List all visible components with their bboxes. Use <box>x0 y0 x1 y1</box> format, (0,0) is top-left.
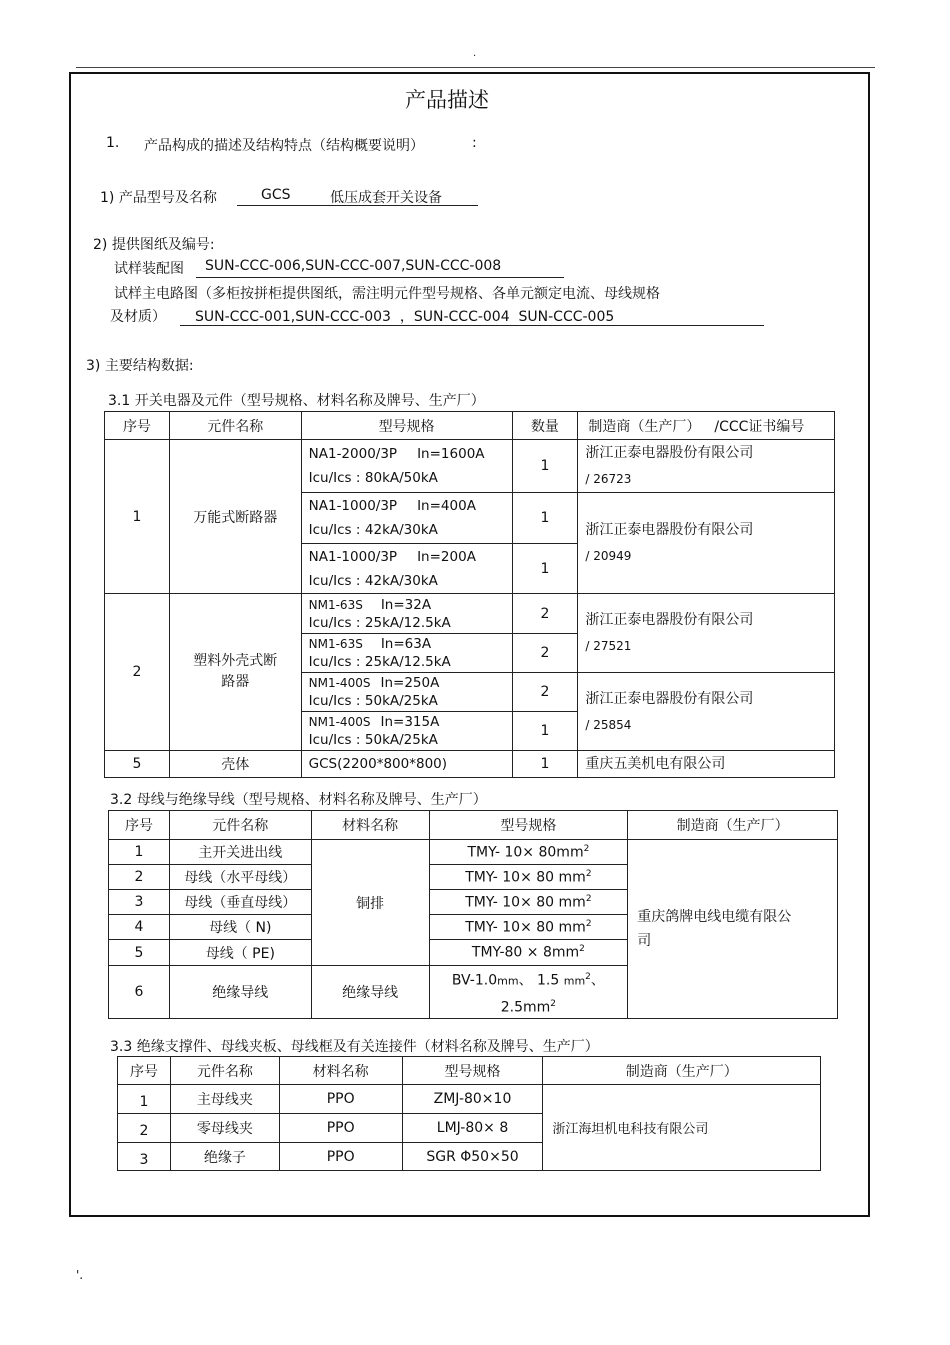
spec-cell <box>301 712 512 751</box>
enclosure-spec <box>301 751 512 778</box>
model: NM1-63S <box>308 637 363 651</box>
sup-2: 2 <box>550 998 557 1009</box>
spec-text: TMY- 10× 80mm <box>467 844 584 861</box>
group2-name-line1: 塑料外壳式断 <box>193 653 278 669</box>
th-qty: 数量 <box>512 412 578 440</box>
row-component: 母线（垂直母线） <box>169 890 311 915</box>
row-seq: 5 <box>109 940 170 966</box>
qty: 1 <box>512 544 578 594</box>
row-component: 母线（ PE) <box>169 940 311 966</box>
item1-label: 1) 产品型号及名称 <box>100 190 217 206</box>
assembly-drawing-value: SUN-CCC-006,SUN-CCC-007,SUN-CCC-008 <box>205 258 502 274</box>
th-component: 元件名称 <box>169 412 301 440</box>
assembly-underline <box>196 277 564 278</box>
section1-number: 1. <box>106 135 120 151</box>
spec-d: 2.5mm <box>500 999 551 1016</box>
icu-label: Icu/Ics : <box>308 470 361 486</box>
spec-text: TMY- 10× 80 mm <box>465 919 586 936</box>
rated-current: In=400A <box>417 498 476 514</box>
section1-colon: : <box>472 135 477 151</box>
row-component: 零母线夹 <box>170 1114 279 1143</box>
ccc-cert: / 26723 <box>585 472 632 486</box>
row-spec <box>429 940 628 966</box>
row-spec: LMJ-80× 8 <box>402 1114 543 1143</box>
th-ccc-label: /CCC证书编号 <box>714 418 805 435</box>
row-spec: ZMJ-80×10 <box>402 1085 543 1114</box>
circuit-drawing-label-cont: 及材质） <box>110 309 166 325</box>
maker-cell <box>578 673 835 751</box>
table-insulation <box>117 1056 821 1171</box>
ccc-cert: / 27521 <box>585 639 632 653</box>
spec-c: 、 <box>590 972 605 989</box>
table31-caption: 3.1 开关电器及元件（型号规格、材料名称及牌号、生产厂） <box>108 393 485 409</box>
ccc-cert: / 20949 <box>585 549 632 563</box>
icu-value: 80kA/50kA <box>364 470 438 486</box>
product-model: GCS <box>261 187 291 203</box>
spec-unit: mm <box>497 974 519 988</box>
spec-unit: mm <box>563 974 586 988</box>
spec-cell <box>301 594 512 634</box>
item3-label: 3) 主要结构数据: <box>86 358 194 374</box>
icu-value: 25kA/12.5kA <box>364 654 451 670</box>
rated-current: In=315A <box>380 714 440 730</box>
material-copper: 铜排 <box>311 840 429 966</box>
th-seq: 序号 <box>118 1057 171 1085</box>
item2-label: 2) 提供图纸及编号: <box>93 237 215 253</box>
row-component: 绝缘子 <box>170 1143 279 1171</box>
group2-name <box>169 594 301 751</box>
row-material: PPO <box>279 1143 402 1171</box>
table-switchgear <box>104 411 835 778</box>
maker-name: 浙江正泰电器股份有限公司 <box>585 445 754 461</box>
group5-seq: 5 <box>105 751 170 778</box>
rated-current: In=250A <box>380 675 440 691</box>
th-material: 材料名称 <box>279 1057 402 1085</box>
row-component: 母线（水平母线） <box>169 865 311 890</box>
row-seq: 2 <box>118 1114 171 1143</box>
sup-2: 2 <box>585 918 592 929</box>
row-component: 主开关进出线 <box>169 840 311 865</box>
maker-cell <box>578 751 835 778</box>
model: NA1-2000/3P <box>308 446 398 462</box>
row-component: 绝缘导线 <box>169 966 311 1019</box>
table-busbar <box>108 810 838 1019</box>
th-maker-label: 制造商（生产厂） <box>588 418 701 435</box>
page-title: 产品描述 <box>405 88 489 112</box>
icu-label: Icu/Ics : <box>308 732 361 748</box>
row-seq: 2 <box>109 865 170 890</box>
row-seq: 3 <box>118 1143 171 1171</box>
product-name: 低压成套开关设备 <box>330 190 442 206</box>
spec-a: BV-1.0 <box>451 972 498 989</box>
table33-caption: 3.3 绝缘支撑件、母线夹板、母线框及有关连接件（材料名称及牌号、生产厂） <box>110 1039 599 1055</box>
insulation-maker: 浙江海坦机电科技有限公司 <box>543 1085 821 1171</box>
model: NM1-63S <box>308 597 363 612</box>
table32-caption: 3.2 母线与绝缘导线（型号规格、材料名称及牌号、生产厂） <box>110 792 487 808</box>
th-seq: 序号 <box>105 412 170 440</box>
spec-cell <box>301 673 512 712</box>
item1-underline <box>237 205 478 206</box>
icu-value: 42kA/30kA <box>364 572 438 589</box>
maker-name: 重庆五美机电有限公司 <box>585 756 726 772</box>
icu-label: Icu/Ics : <box>308 572 361 589</box>
sup-2: 2 <box>585 868 592 879</box>
page-bottom-dot: '. <box>76 1268 84 1282</box>
group1-seq: 1 <box>105 440 170 594</box>
sup-2: 2 <box>585 893 592 904</box>
qty: 2 <box>512 634 578 673</box>
row-spec: SGR Φ50×50 <box>402 1143 543 1171</box>
qty: 1 <box>512 493 578 544</box>
row-spec <box>429 840 628 865</box>
row-seq: 6 <box>109 966 170 1019</box>
th-component: 元件名称 <box>169 811 311 840</box>
maker-cell <box>578 493 835 594</box>
row-material: 绝缘导线 <box>311 966 429 1019</box>
group2-name-line2: 路器 <box>221 674 250 690</box>
row-seq: 4 <box>109 915 170 940</box>
th-maker <box>578 412 835 440</box>
th-seq: 序号 <box>109 811 170 840</box>
spec-text: TMY- 10× 80 mm <box>465 869 586 886</box>
row-seq: 1 <box>109 840 170 865</box>
icu-value: 25kA/12.5kA <box>364 614 451 631</box>
th-spec: 型号规格 <box>301 412 512 440</box>
icu-label: Icu/Ics : <box>308 693 361 709</box>
row-spec <box>429 890 628 915</box>
row-material: PPO <box>279 1085 402 1114</box>
qty: 1 <box>512 712 578 751</box>
model: NA1-1000/3P <box>308 498 398 514</box>
maker-name: 浙江正泰电器股份有限公司 <box>585 690 754 707</box>
qty: 2 <box>512 673 578 712</box>
row-component: 母线（ N) <box>169 915 311 940</box>
maker-name: 浙江正泰电器股份有限公司 <box>585 612 754 628</box>
model: GCS(2200*800*800) <box>308 756 448 772</box>
th-spec: 型号规格 <box>429 811 628 840</box>
header-rule <box>76 67 875 68</box>
row-seq: 3 <box>109 890 170 915</box>
row-material: PPO <box>279 1114 402 1143</box>
circuit-drawing-value: SUN-CCC-001,SUN-CCC-003 ，SUN-CCC-004 SUN-CCC-005 <box>195 309 615 325</box>
maker-cell <box>578 594 835 673</box>
icu-value: 42kA/30kA <box>364 522 438 538</box>
rated-current: In=32A <box>380 596 432 613</box>
row-spec <box>429 966 628 1019</box>
spec-cell <box>301 493 512 544</box>
circuit-drawing-label: 试样主电路图（多柜按拼柜提供图纸，需注明元件型号规格、各单元额定电流、母线规格 <box>114 286 660 302</box>
group2-seq: 2 <box>105 594 170 751</box>
row-seq: 1 <box>118 1085 171 1114</box>
icu-value: 50kA/25kA <box>364 693 438 709</box>
icu-value: 50kA/25kA <box>364 732 438 748</box>
model: NA1-1000/3P <box>308 548 398 565</box>
qty: 1 <box>512 440 578 493</box>
spec-text: TMY- 10× 80 mm <box>465 894 586 911</box>
qty: 1 <box>512 751 578 778</box>
sup-2: 2 <box>579 944 585 955</box>
maker-cell <box>578 440 835 493</box>
th-maker: 制造商（生产厂） <box>628 811 838 840</box>
page-top-dot: . <box>473 48 477 59</box>
section1-text: 产品构成的描述及结构特点（结构概要说明） <box>144 138 424 154</box>
group5-name: 壳体 <box>169 751 301 778</box>
th-component: 元件名称 <box>170 1057 279 1085</box>
spec-cell <box>301 440 512 493</box>
spec-cell <box>301 634 512 673</box>
rated-current: In=200A <box>417 548 476 565</box>
assembly-drawing-label: 试样装配图 <box>114 261 184 277</box>
ccc-cert: / 25854 <box>585 717 632 732</box>
qty: 2 <box>512 594 578 634</box>
model: NM1-400S <box>308 715 371 729</box>
icu-label: Icu/Ics : <box>308 654 361 670</box>
th-material: 材料名称 <box>311 811 429 840</box>
row-component: 主母线夹 <box>170 1085 279 1114</box>
spec-text: TMY-80 × 8mm <box>471 944 580 961</box>
spec-b: 、 1.5 <box>518 972 560 989</box>
group1-name: 万能式断路器 <box>169 440 301 594</box>
busbar-maker <box>628 840 838 1019</box>
th-maker: 制造商（生产厂） <box>543 1057 821 1085</box>
rated-current: In=63A <box>380 636 432 652</box>
rated-current: In=1600A <box>417 446 485 462</box>
row-spec <box>429 915 628 940</box>
icu-label: Icu/Ics : <box>308 522 361 538</box>
sup-2: 2 <box>583 843 590 854</box>
maker-name: 浙江正泰电器股份有限公司 <box>585 522 754 538</box>
maker-line1: 重庆鸽牌电线电缆有限公 <box>637 909 792 926</box>
model: NM1-400S <box>308 676 371 690</box>
icu-label: Icu/Ics : <box>308 614 361 631</box>
spec-cell <box>301 544 512 594</box>
row-spec <box>429 865 628 890</box>
maker-line2: 司 <box>637 933 652 950</box>
circuit-underline <box>180 325 764 326</box>
th-spec: 型号规格 <box>402 1057 543 1085</box>
sup-2: 2 <box>585 972 591 982</box>
